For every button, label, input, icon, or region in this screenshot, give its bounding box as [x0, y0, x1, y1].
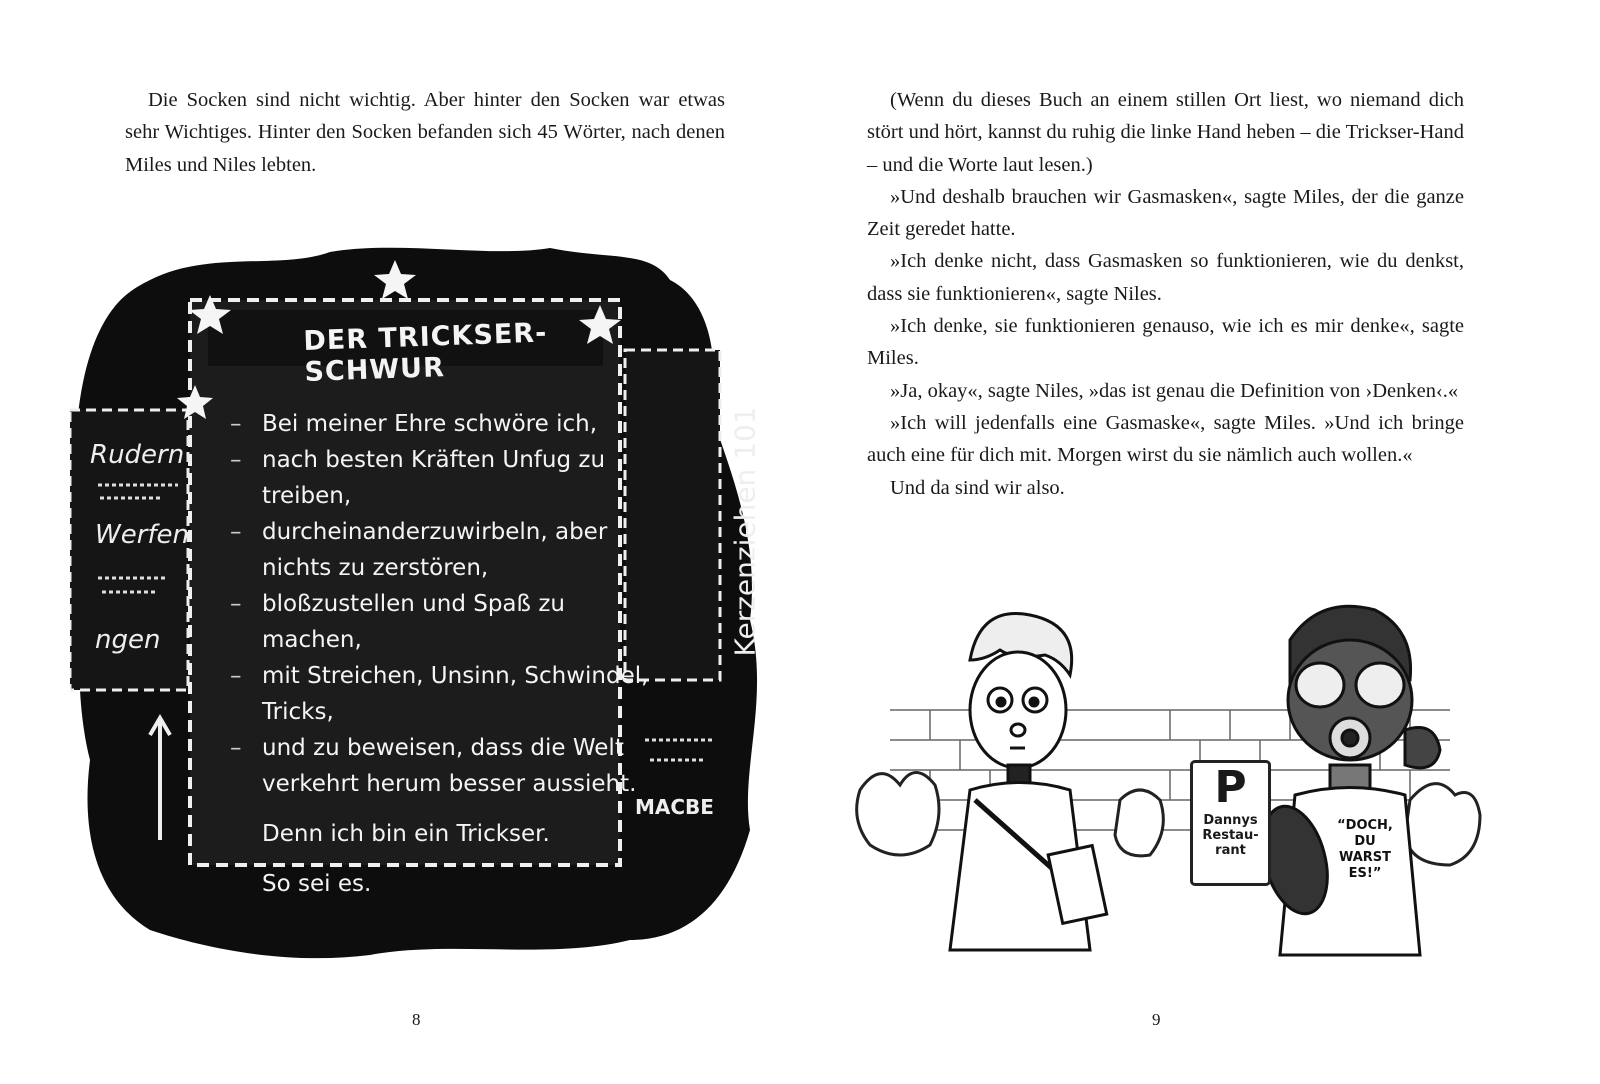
- paragraph: »Und deshalb brauchen wir Gasmasken«, sagte Miles, der die ganze Zeit geredet hatte.: [867, 185, 1464, 241]
- trickser-oath-chalkboard: [70, 240, 770, 970]
- oath-line: – nach besten Kräften Unfug zu treiben,: [232, 442, 662, 514]
- parking-sign: [1190, 760, 1271, 886]
- paragraph: (Wenn du dieses Buch an einem stillen Ort liest, wo niemand dich stört und hört, kannst du ruhig die linke Hand heben – die Trickser-Hand – und die Worte laut lesen.): [867, 89, 1464, 176]
- oath-line: – und zu beweisen, dass die Welt verkehrt herum besser aussieht.: [232, 730, 662, 802]
- oath-title: DER TRICKSER-SCHWUR: [302, 317, 548, 388]
- oath-line: So sei es.: [262, 871, 372, 897]
- page-number: 8: [412, 1010, 421, 1029]
- paragraph: Und da sind wir also.: [890, 476, 1065, 499]
- sign-text: Dannys Restau- rant: [1202, 813, 1259, 858]
- paragraph: »Ja, okay«, sagte Niles, »das ist genau die Definition von ›Denken‹.«: [890, 379, 1459, 402]
- label-werfen: Werfen: [95, 520, 190, 550]
- oath-line: – mit Streichen, Unsinn, Schwindel, Tricks,: [232, 658, 662, 730]
- left-paragraph: Die Socken sind nicht wichtig. Aber hinter den Socken war etwas sehr Wichtiges. Hinter den Socken befanden sich 45 Wörter, nach denen Miles und Niles lebten.: [125, 89, 725, 176]
- paragraph: »Ich denke nicht, dass Gasmasken so funktionieren, wie du denkst, dass sie funktionieren«, sagte Niles.: [867, 250, 1464, 305]
- left-body-text: [125, 84, 725, 181]
- sign-letter: P: [1214, 762, 1247, 813]
- label-macbe: MACBE: [635, 795, 714, 819]
- oath-line: – bloßzustellen und Spaß zu machen,: [232, 586, 662, 658]
- label-ngen: ngen: [95, 625, 161, 655]
- shirt-text: “DOCH, DU WARST ES!”: [1337, 818, 1393, 881]
- paragraph: »Ich denke, sie funktionieren genauso, wie ich es mir denke«, sagte Miles.: [867, 315, 1464, 370]
- oath-text: [232, 317, 662, 902]
- oath-line: – Bei meiner Ehre schwöre ich,: [232, 406, 662, 442]
- paragraph: »Ich will jedenfalls eine Gasmaske«, sagte Miles. »Und ich bringe auch eine für dich mit. Morgen wirst du sie nämlich auch wollen.«: [867, 411, 1464, 467]
- miles-and-niles-illustration: [850, 590, 1490, 970]
- right-body-text: [867, 84, 1464, 504]
- oath-line: – durcheinanderzuwirbeln, aber nichts zu zerstören,: [232, 514, 662, 586]
- oath-line: Denn ich bin ein Trickser.: [262, 821, 550, 847]
- illustration-sketch: [850, 590, 1490, 970]
- label-kerzenziehen: Kerzenziehen 101: [728, 406, 762, 657]
- label-rudern: Rudern: [90, 440, 185, 470]
- page-number: 9: [1152, 1010, 1161, 1029]
